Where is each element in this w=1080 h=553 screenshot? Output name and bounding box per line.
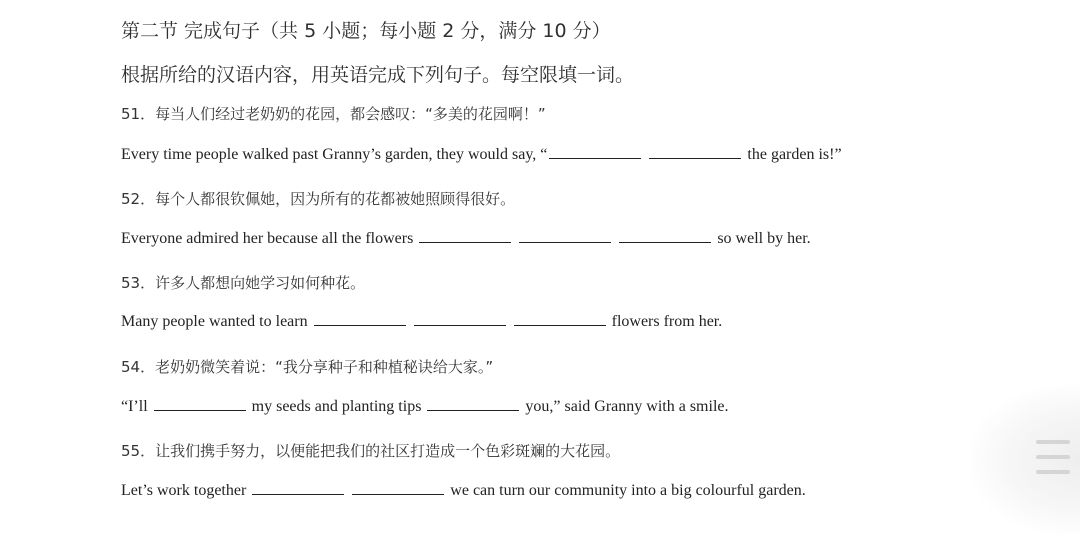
question-55-text-after: we can turn our community into a big colourful garden. bbox=[446, 482, 806, 499]
question-52-blank-2[interactable] bbox=[519, 230, 611, 243]
question-54-blank-2[interactable] bbox=[427, 398, 519, 411]
question-52-blank-1[interactable] bbox=[419, 230, 511, 243]
section-title: 第二节 完成句子（共 5 小题；每小题 2 分，满分 10 分） bbox=[121, 20, 611, 42]
question-52-blank-3[interactable] bbox=[619, 230, 711, 243]
question-54-text-after: you,” said Granny with a smile. bbox=[521, 398, 729, 415]
question-52-text-after: so well by her. bbox=[713, 230, 811, 247]
question-55-blank-1[interactable] bbox=[252, 482, 344, 495]
question-53-blank-1[interactable] bbox=[314, 313, 406, 326]
question-54-english bbox=[121, 398, 729, 416]
question-54-chinese: 54．老奶奶微笑着说：“我分享种子和种植秘诀给大家。” bbox=[121, 358, 494, 376]
question-55-chinese: 55．让我们携手努力，以便能把我们的社区打造成一个色彩斑斓的大花园。 bbox=[121, 442, 621, 460]
question-53-english bbox=[121, 313, 722, 331]
question-51-chinese: 51．每当人们经过老奶奶的花园，都会感叹：“多美的花园啊！” bbox=[121, 105, 546, 123]
question-54-blank-1[interactable] bbox=[154, 398, 246, 411]
question-55-blank-2[interactable] bbox=[352, 482, 444, 495]
question-55-text-before: Let’s work together bbox=[121, 482, 251, 499]
question-51-text-before: Every time people walked past Granny’s garden, they would say, “ bbox=[121, 146, 548, 163]
question-53-text-after: flowers from her. bbox=[607, 313, 723, 330]
question-52-text-before: Everyone admired her because all the flowers bbox=[121, 230, 418, 247]
question-54-text-before: “I’ll bbox=[121, 398, 152, 415]
question-52-english bbox=[121, 230, 811, 248]
question-51-blank-1[interactable] bbox=[549, 146, 641, 159]
question-53-blank-3[interactable] bbox=[514, 313, 606, 326]
question-55-english bbox=[121, 482, 806, 500]
section-instruction: 根据所给的汉语内容，用英语完成下列句子。每空限填一词。 bbox=[121, 64, 635, 86]
question-53-text-before: Many people wanted to learn bbox=[121, 313, 312, 330]
question-52-chinese: 52．每个人都很钦佩她，因为所有的花都被她照顾得很好。 bbox=[121, 190, 516, 208]
question-53-chinese: 53．许多人都想向她学习如何种花。 bbox=[121, 274, 366, 292]
hamburger-menu-icon[interactable] bbox=[1036, 440, 1070, 476]
question-54-text-middle: my seeds and planting tips bbox=[247, 398, 426, 415]
question-51-blank-2[interactable] bbox=[649, 146, 741, 159]
question-53-blank-2[interactable] bbox=[414, 313, 506, 326]
question-51-english bbox=[121, 146, 842, 164]
question-51-text-after: the garden is!” bbox=[743, 146, 842, 163]
